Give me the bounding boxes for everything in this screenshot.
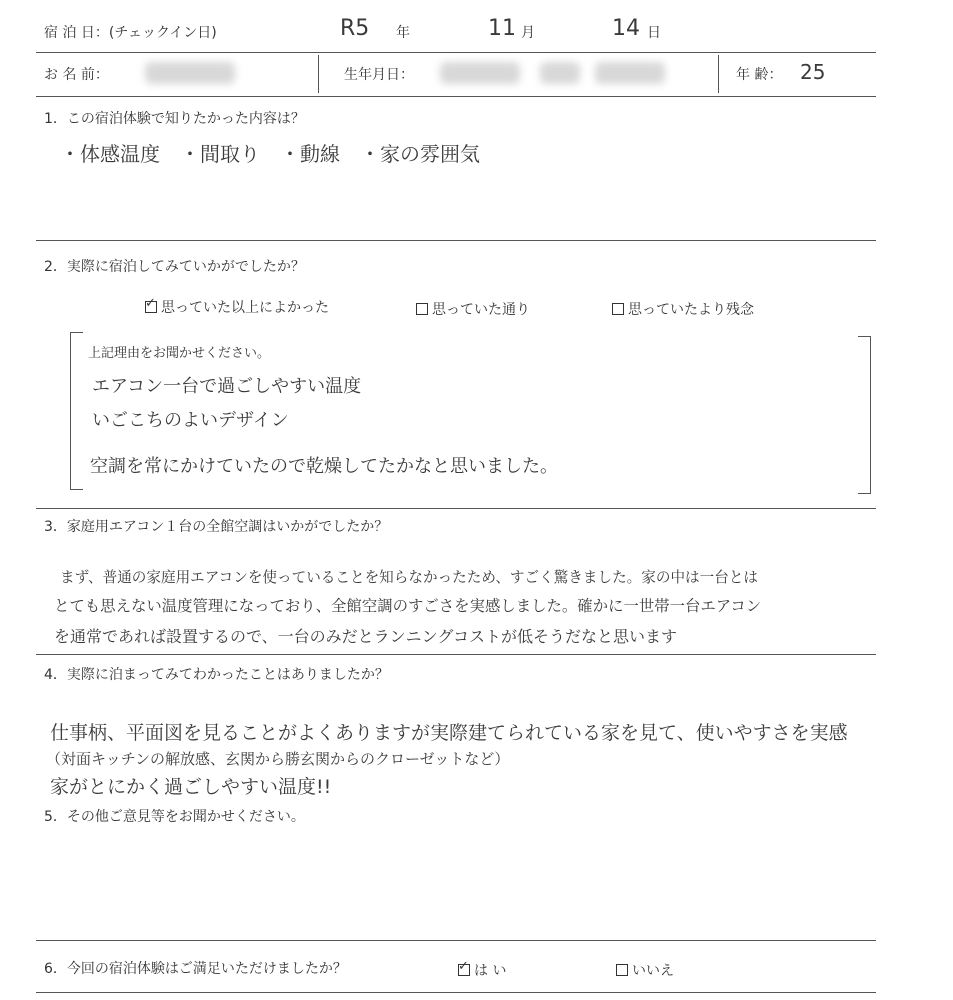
stay-date-label: 宿 泊 日：(チェックイン日) [44, 25, 217, 41]
q6-question: 6．今回の宿泊体験はご満足いただけましたか？ [44, 961, 347, 977]
divider [36, 654, 876, 655]
stay-date-era: R5 [340, 16, 370, 41]
birthdate-label: 生年月日： [344, 67, 414, 83]
q3-answer-line-2: とても思えない温度管理になっており、全館空調のすごさを実感しました。確かに一世帯一台エアコン [54, 597, 762, 615]
q2-option-1[interactable] [145, 297, 329, 317]
q6-option-yes[interactable] [458, 960, 506, 980]
month-suffix: 月 [521, 25, 535, 41]
stay-date-day: 14 [612, 16, 640, 41]
q6-option-no[interactable] [616, 960, 674, 980]
divider [718, 55, 719, 93]
q2-option-2[interactable] [416, 299, 530, 319]
q4-answer-line-1: 仕事柄、平面図を見ることがよくありますが実際建てられている家を見て、使いやすさを実感 [50, 722, 848, 744]
divider [36, 508, 876, 509]
q2-option-3-label: 思っていたより残念 [628, 302, 754, 318]
stay-date-month: 11 [488, 16, 516, 41]
q4-answer-line-2: （対面キッチンの解放感、玄関から勝玄関からのクローゼットなど） [46, 750, 510, 768]
divider [36, 96, 876, 97]
reason-bracket-left [70, 332, 83, 490]
divider [36, 992, 876, 993]
q5-question: 5．その他ご意見等をお聞かせください。 [44, 809, 305, 825]
q3-answer-line-3: を通常であれば設置するので、一台のみだとランニングコストが低そうだなと思います [54, 627, 678, 646]
divider [318, 55, 319, 93]
q1-answer: ・体感温度 ・間取り ・動線 ・家の雰囲気 [60, 142, 480, 166]
redacted-birth-day [595, 62, 665, 84]
reason-line-1: エアコン一台で過ごしやすい温度 [92, 376, 362, 397]
checkbox-checked-icon [145, 301, 157, 313]
q6-option-yes-label: は い [474, 963, 507, 979]
q2-option-2-label: 思っていた通り [432, 302, 530, 318]
q4-question: 4．実際に泊まってみてわかったことはありましたか？ [44, 667, 389, 683]
divider [36, 52, 876, 53]
checkbox-icon [612, 303, 624, 315]
q2-option-1-label: 思っていた以上によかった [161, 300, 329, 316]
q2-option-3[interactable] [612, 299, 754, 319]
reason-prompt: 上記理由をお聞かせください。 [88, 346, 271, 361]
divider [36, 940, 876, 941]
divider [36, 240, 876, 241]
reason-line-3: 空調を常にかけていたので乾燥してたかなと思いました。 [90, 456, 558, 477]
redacted-name [145, 62, 235, 84]
q3-question: 3．家庭用エアコン１台の全館空調はいかがでしたか？ [44, 519, 389, 535]
redacted-birth-year [440, 62, 520, 84]
name-label: お 名 前： [44, 67, 109, 83]
checkbox-icon [416, 303, 428, 315]
q4-answer-line-3: 家がとにかく過ごしやすい温度!! [50, 776, 332, 798]
day-suffix: 日 [647, 25, 661, 41]
q6-option-no-label: いいえ [632, 963, 674, 979]
checkbox-checked-icon [458, 964, 470, 976]
reason-line-2: いごこちのよいデザイン [92, 410, 289, 431]
q2-question: 2．実際に宿泊してみていかがでしたか？ [44, 259, 305, 275]
q1-question: 1．この宿泊体験で知りたかった内容は？ [44, 111, 305, 127]
redacted-birth-month [540, 62, 580, 84]
year-suffix: 年 [396, 25, 410, 41]
age-label: 年 齢： [736, 67, 783, 83]
age-value: 25 [800, 60, 826, 84]
checkbox-icon [616, 964, 628, 976]
reason-bracket-right [858, 336, 871, 494]
q3-answer-line-1: まず、普通の家庭用エアコンを使っていることを知らなかったため、すごく驚きました。家の中は一台とは [60, 569, 759, 586]
